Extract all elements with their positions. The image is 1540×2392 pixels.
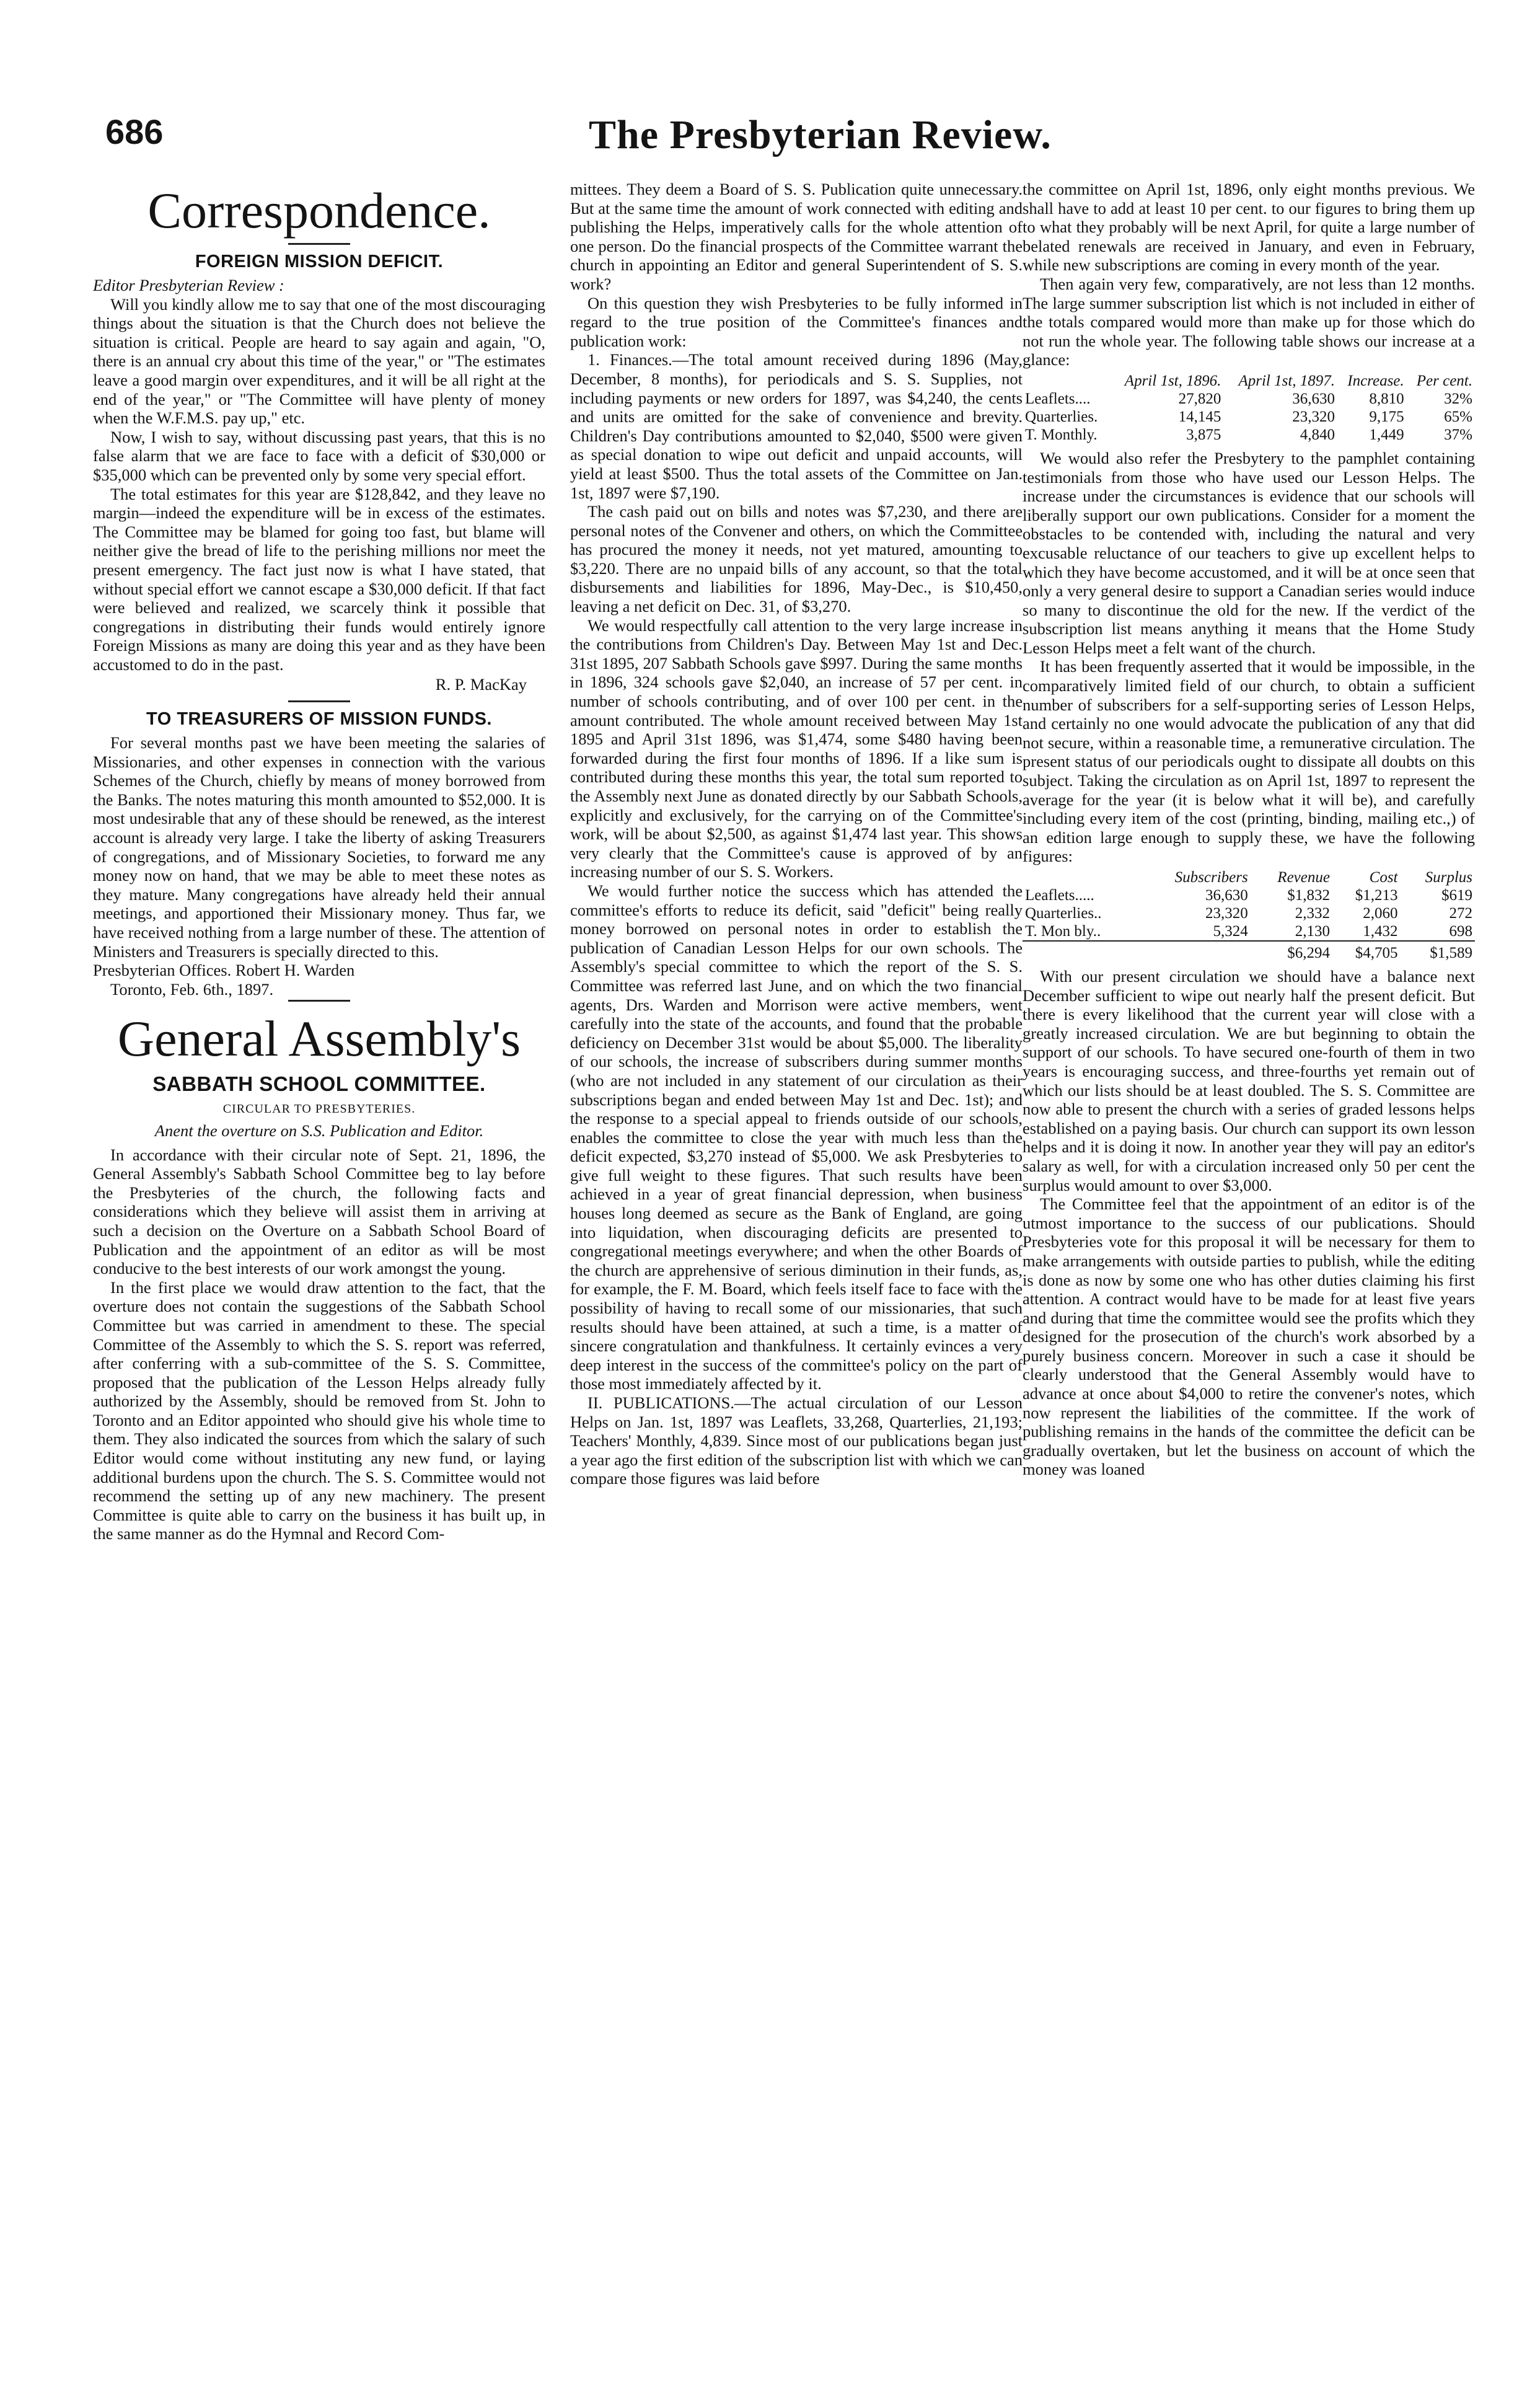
letter2-dateline: Toronto, Feb. 6th., 1897. [110, 979, 274, 999]
letter1-title: FOREIGN MISSION DEFICIT. [195, 252, 444, 271]
column-3 [1023, 180, 1475, 2362]
body-paragraph: We would respectfully call attention to the very large increase in the contributions from Children's Day. Between May 1st and Dec. 31st 1895, 207 Sabbath Schools gave $997. During the same months in 1896, 324 schools gave $2,040, an increase of 57 per cent. in number of schools contributing, and of over 100 per cent. in the amount contributed. The whole amount received between May 1st 1895 and April 31st 1896, was $1,474, some $480 having been forwarded during the first four months of 1896. If a like sum is contributed during these months this year, the total sum reported to the Assembly next June as donated directly by our Sabbath Schools, explicitly and exclusively, for the carrying on of the Committee's work, will be about $2,500, as against $1,474 last year. This shows very clearly that the Committee's cause is approved of by an increasing number of our S. S. Workers. [570, 616, 1023, 881]
table-cell: 9,175 [1369, 408, 1404, 425]
table-cell: Leaflets..... [1025, 887, 1094, 904]
table-cell: 14,145 [1178, 408, 1221, 425]
table-cell: 5,324 [1213, 923, 1248, 940]
table-header-row [1023, 372, 1475, 390]
table-cell: 8,810 [1369, 390, 1404, 407]
table-header-cell: Subscribers [1174, 869, 1248, 886]
table-row [1023, 904, 1475, 922]
table-cell: 272 [1449, 905, 1472, 922]
section-rule [288, 700, 350, 702]
table-row [1023, 922, 1475, 941]
running-head [105, 112, 1447, 167]
table-cell: 1,432 [1363, 923, 1398, 940]
column-2 [570, 180, 1023, 2362]
body-paragraph: It has been frequently asserted that it would be impossible, in the comparatively limited field of our church, to obtain a sufficient number of subscribers for a self-supporting series of Lesson Helps, and certainly no one would advocate the publication of any that did not secure, within a reasonable time, a remunerative circulation. The present status of our periodicals ought to dissipate all doubts on this subject. Taking the circulation as on April 1st, 1897 to represent the average for the year (it is below what it will be), and carefully including every item of the cost (printing, binding, mailing etc.,) of an edition large enough to supply these, we have the following figures: [1023, 657, 1475, 866]
section-title: Correspondence. [147, 182, 491, 239]
table-cell: 65% [1444, 408, 1472, 425]
body-paragraph: II. PUBLICATIONS.—The actual circulation of our Lesson Helps on Jan. 1st, 1897 was Leaflets, 33,268, Quarterlies, 21,193; Teachers' Monthly, 4,839. Since most of our publications began just a year ago the first edition of the subscription list with which we can compare those figures was laid before [570, 1393, 1023, 1488]
table-row [1023, 390, 1475, 408]
body-paragraph: The cash paid out on bills and notes was $7,230, and there are personal notes of the Convener and others, on which the Committee has procured the money it needs, not yet matured, amounting to $3,220. There are no unpaid bills of any account, so that the total disbursements and liabilities for 1896, May-Dec., is $10,450, leaving a net deficit on Dec. 31, of $3,270. [570, 502, 1023, 616]
table-cell: 2,332 [1295, 905, 1330, 922]
table-header-cell: Per cent. [1416, 372, 1472, 389]
table-cell: 27,820 [1178, 390, 1221, 407]
assembly-circular: CIRCULAR TO PRESBYTERIES. [222, 1102, 416, 1116]
table-row [1023, 886, 1475, 904]
table-header-row [1023, 868, 1475, 886]
body-paragraph: 1. Finances.—The total amount received during 1896 (May, December, 8 months), for periodicals and S. S. Supplies, not including payments or new orders for 1897, was $4,240, the cents and units are omitted for the sake of convenience and brevity. Children's Day contributions amounted to $2,040, $500 were given as special donation to wipe out deficit and unpaid accounts, will yield at least $500. Thus the total assets of the Committee on Jan. 1st, 1897 were $7,190. [570, 350, 1023, 502]
body-paragraph: With our present circulation we should have a balance next December sufficient to wipe out nearly half the present deficit. But there is every likelihood that the current year will close with a greatly increased circulation. We are but beginning to obtain the support of our schools. To have secured one-fourth of them in two years is encouraging success, and three-fourths yet remain out of which our lists should be at least doubled. The S. S. Committee are now able to present the church with a series of graded lessons helps established on a paying basis. Our church can support its own lesson helps and it is doing it now. In another year they will pay an editor's salary as well, for with a circulation increased only 50 per cent the surplus would amount to over $3,000. [1023, 967, 1475, 1194]
table-cell: 23,320 [1292, 408, 1335, 425]
letter1-paragraph: The total estimates for this year are $128,842, and they leave no margin—indeed the expenditure will be in excess of the estimates. The Committee may be blamed for going too fast, but blame will neither give the bread of life to the perishing millions nor meet the present emergency. The fact just now is what I have stated, that without special effort we cannot escape a $30,000 deficit. If that fact were believed and realized, we scarcely think it possible that congregations in distributing their funds would entirely ignore Foreign Missions as many are doing this year and as they have been accustomed to do in the past. [93, 484, 545, 674]
title-rule [288, 243, 350, 245]
table-cell: 37% [1444, 426, 1472, 443]
body-paragraph: We would further notice the success which has attended the committee's efforts to reduce its deficit, said "deficit" being really money borrowed on personal notes in order to establish the publication of Canadian Lesson Helps for our own schools. The Assembly's special committee to which the report of the S. S. Committee was referred last June, and on which the two financial agents, Drs. Warden and Morrison were active members, went carefully into the state of the accounts, and found that the probable deficiency on December 31st would be about $5,000. The liberality of our schools, the increase of subscribers during summer months (who are not included in any statement of our circulation as their subscriptions began and ended between May 1st and Dec. 1st); and the response to a special appeal to friends outside of our schools, enables the committee to close the year with much less than the deficit expected, $3,270 instead of $5,000. We ask Presbyteries to give full weight to these figures. That such results have been achieved in a year of great financial depression, when business houses long deemed as secure as the Bank of England, are going into liquidation, when discouraging deficits are presented to congregational meetings everywhere; and when the other Boards of the church are apprehensive of serious diminution in their funds, as, for example, the F. M. Board, which feels itself face to face with the possibility of having to recall some of our missionaries, that such results should have been attained, at such a time, is a matter of sincere congratulation and thankfulness. It certainly evinces a very deep interest in the success of the committee's policy on the part of those most immediately affected by it. [570, 881, 1023, 1393]
table-cell: 23,320 [1205, 905, 1248, 922]
table-cell: 32% [1444, 390, 1472, 407]
circulation-table [1023, 372, 1475, 444]
table-total-row [1023, 941, 1475, 962]
table-header-cell: Cost [1369, 869, 1398, 886]
table-row [1023, 408, 1475, 426]
body-paragraph: We would also refer the Presbytery to the pamphlet containing testimonials from those who have used our Lesson Helps. The increase under the circumstances is evidence that our schools will liberally support our own publications. Consider for a moment the obstacles to be contended with, including the natural and very excusable reluctance of our teachers to give up excellent helps to which they have become accustomed, and it will be at once seen that only a very general desire to support a Canadian series would induce so many to discontinue the old for the new. If the verdict of the subscription list means anything it means that the Home Study Lesson Helps meet a felt want of the church. [1023, 448, 1475, 657]
table-cell: T. Monthly. [1025, 426, 1098, 443]
table-cell [1023, 941, 1139, 962]
finance-table [1023, 868, 1475, 962]
table-header-cell: Increase. [1347, 372, 1404, 389]
table-cell: $1,832 [1287, 887, 1330, 904]
page-number: 686 [105, 112, 164, 151]
assembly-note: Anent the overture on S.S. Publication and Editor. [154, 1121, 484, 1140]
table-cell: Leaflets.... [1025, 390, 1091, 407]
section-rule [288, 1000, 350, 1002]
table-header-cell [1023, 372, 1110, 390]
table-cell: 36,630 [1205, 887, 1248, 904]
table-row [1023, 426, 1475, 444]
letter1-signature: R. P. MacKay [435, 675, 527, 694]
letter1-salutation: Editor Presbyterian Review : [93, 276, 284, 294]
table-cell: $1,213 [1355, 887, 1398, 904]
assembly-subtitle: SABBATH SCHOOL COMMITTEE. [152, 1072, 486, 1096]
body-paragraph: the committee on April 1st, 1896, only eight months previous. We shall have to add at least 10 per cent. to our figures to bring them up to what they probably will be next April, for quite a large number of belated renewals are received in January, and even in February, while new subscriptions are coming in every month of the year. [1023, 180, 1475, 275]
column-1 [93, 180, 545, 2362]
table-header-cell: Surplus [1425, 869, 1472, 886]
table-cell: T. Mon bly.. [1025, 923, 1101, 940]
table-header-cell: April 1st, 1896. [1124, 372, 1221, 389]
table-cell: 2,130 [1295, 923, 1330, 940]
table-cell [1139, 941, 1251, 962]
table-cell: $6,294 [1251, 941, 1332, 962]
table-cell: 3,875 [1186, 426, 1221, 443]
table-cell: 36,630 [1292, 390, 1335, 407]
body-paragraph: Then again very few, comparatively, are not less than 12 months. The large summer subscription list which is not included in either of the totals compared would more than make up for those which do not run the whole year. The following table shows our increase at a glance: [1023, 274, 1475, 369]
letter1-paragraph: Now, I wish to say, without discussing past years, that this is no false alarm that we are face to face with a deficit of $30,000 or $35,000 which can be prevented only by some very special effort. [93, 427, 545, 484]
journal-title: The Presbyterian Review. [589, 112, 1052, 157]
table-header-cell: April 1st, 1897. [1238, 372, 1335, 389]
assembly-paragraph: In accordance with their circular note of Sept. 21, 1896, the General Assembly's Sabbath School Committee beg to lay before the Presbyteries of the church, the following facts and considerations which they believe will assist them in arriving at such a decision on the Overture on a Sabbath School Board of Publication and the appointment of an editor as will be most conducive to the best interests of our work amongst the young. [93, 1145, 545, 1278]
letter1-paragraph: Will you kindly allow me to say that one of the most discouraging things about the situation is that the Church does not believe the situation is critical. People are heard to say again and again, "O, there is an annual cry about this time of the year," or "The estimates leave a good margin over expenditures, and it will be all right at the end of the year," or "The Committee will have plenty of money when the W.F.M.S. pay up," etc. [93, 294, 545, 428]
assembly-title: General Assembly's [117, 1010, 521, 1067]
letter2-paragraph: For several months past we have been meeting the salaries of Missionaries, and other expenses in connection with the various Schemes of the Church, chiefly by means of money borrowed from the Banks. The notes maturing this month amounted to $52,000. It is most undesirable that any of these should be renewed, as the interest account is already very large. I take the liberty of asking Treasurers of congregations, and of Missionary Societies, to forward me any money now on hand, that we may be able to meet these notes as they mature. Many congregations have already held their annual meetings, and apportioned their Missionary money. Thus far, we have received nothing from a large number of these. The attention of Ministers and Treasurers is specially directed to this. [93, 733, 545, 961]
table-cell: $1,589 [1401, 941, 1476, 962]
table-cell: 698 [1449, 923, 1472, 940]
letter2-signature: Presbyterian Offices. Robert H. Warden [93, 961, 355, 980]
table-cell: 1,449 [1369, 426, 1404, 443]
body-paragraph: mittees. They deem a Board of S. S. Publication quite unnecessary. But at the same time the amount of work connected with editing and publishing the Helps, imperatively calls for the whole attention of one person. Do the financial prospects of the Committee warrant the church in appointing an Editor and general Superintendent of S. S. work? [570, 180, 1023, 293]
table-header-cell [1023, 868, 1139, 886]
body-paragraph: The Committee feel that the appointment of an editor is of the utmost importance to the success of our publications. Should Presbyteries vote for this proposal it will be necessary for them to make arrangements with outside parties to publish, while the editing is done as now by some one who has other duties claiming his first attention. A contract would have to be made for at least five years and during that time the committee would see the profits which they designed for the prosecution of the church's work absorbed by a purely business concern. Moreover in such a case it should be clearly understood that the General Assembly would have to advance at once about $4,000 to retire the convener's notes, which now represent the liabilities of the committee. If the work of publishing remains in the hands of the committee the deficit can be gradually overtaken, but let the business on account of which the money was loaned [1023, 1194, 1475, 1479]
body-paragraph: On this question they wish Presbyteries to be fully informed in regard to the true position of the Committee's finances and publication work: [570, 293, 1023, 350]
table-cell: 2,060 [1363, 905, 1398, 922]
assembly-paragraph: In the first place we would draw attention to the fact, that the overture does not contain the suggestions of the Sabbath School Committee but was carried in amendment to these. The special Committee of the Assembly to which the S. S. report was referred, after conferring with a sub-committee of the S. S. Committee, proposed that the publication of the Lesson Helps already fully authorized by the Assembly, should be removed from St. John to Toronto and an Editor appointed who should give his whole time to them. They also indicated the sources from which the salary of such Editor would come without instituting any new fund, or laying additional burdens upon the church. The S. S. Committee would not recommend the setting up of any new machinery. The present Committee is quite able to carry on the business it has built up, in the same manner as do the Hymnal and Record Com- [93, 1278, 545, 1543]
table-cell: $4,705 [1332, 941, 1401, 962]
table-cell: $619 [1441, 887, 1472, 904]
table-cell: Quarterlies. [1025, 408, 1098, 425]
letter2-title: TO TREASURERS OF MISSION FUNDS. [146, 709, 492, 730]
table-cell: Quarterlies.. [1025, 905, 1102, 922]
table-cell: 4,840 [1300, 426, 1335, 443]
table-header-cell: Revenue [1277, 869, 1330, 886]
